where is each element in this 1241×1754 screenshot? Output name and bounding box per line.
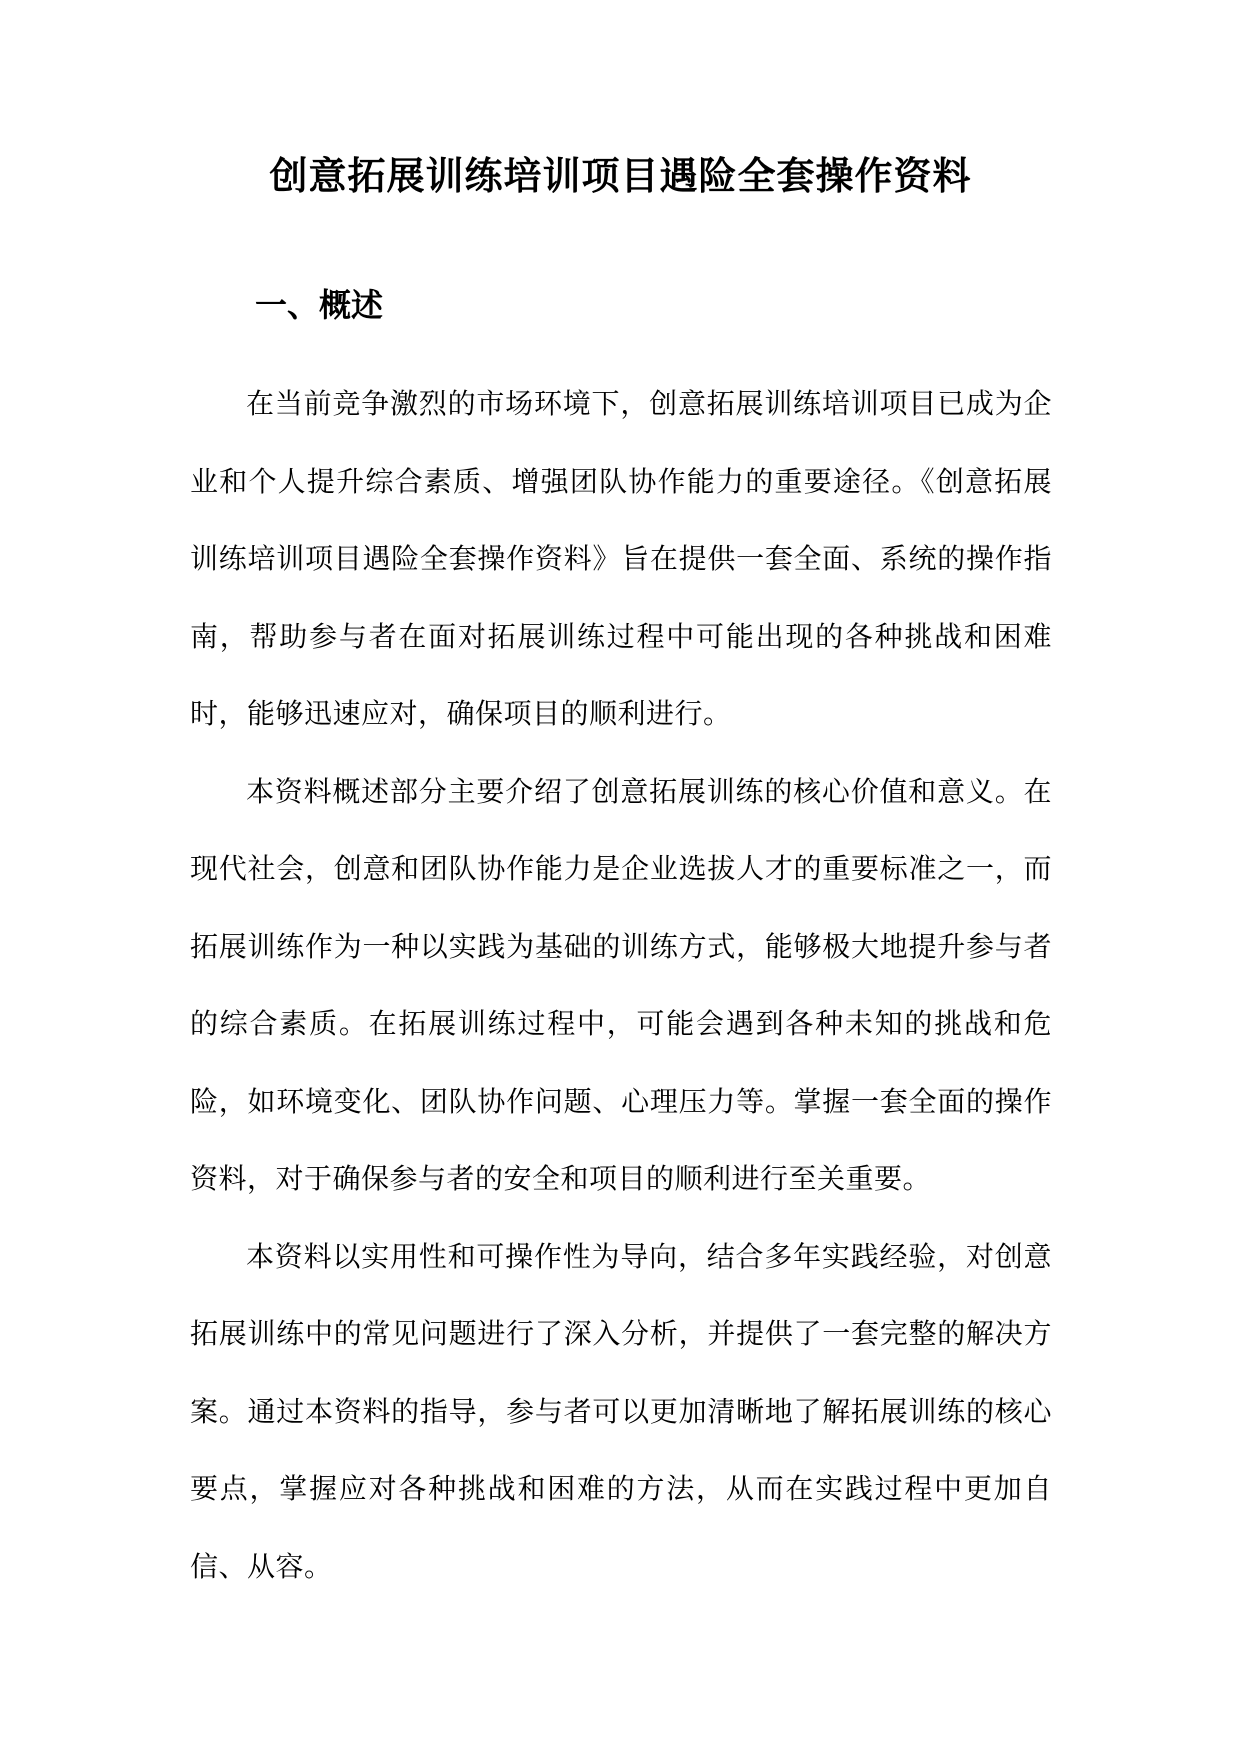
paragraph-1: 在当前竞争激烈的市场环境下，创意拓展训练培训项目已成为企业和个人提升综合素质、增强团队协作能力的重要途径。《创意拓展训练培训项目遇险全套操作资料》旨在提供一套全面、系统的操作指南，帮助参与者在面对拓展训练过程中可能出现的各种挑战和困难时，能够迅速应对，确保项目的顺利进行。 xyxy=(190,387,1052,730)
document-title: 创意拓展训练培训项目遇险全套操作资料 xyxy=(269,154,972,198)
paragraph-2: 本资料概述部分主要介绍了创意拓展训练的核心价值和意义。在现代社会，创意和团队协作能力是企业选拔人才的重要标准之一，而拓展训练作为一种以实践为基础的训练方式，能够极大地提升参与者的综合素质。在拓展训练过程中，可能会遇到各种未知的挑战和危险，如环境变化、团队协作问题、心理压力等。掌握一套全面的操作资料，对于确保参与者的安全和项目的顺利进行至关重要。 xyxy=(190,774,1052,1195)
document-body xyxy=(190,365,1052,1605)
section-heading-overview: 一、概述 xyxy=(255,286,384,324)
paragraph-3: 本资料以实用性和可操作性为导向，结合多年实践经验，对创意拓展训练中的常见问题进行了深入分析，并提供了一套完整的解决方案。通过本资料的指导，参与者可以更加清晰地了解拓展训练的核心要点，掌握应对各种挑战和困难的方法，从而在实践过程中更加自信、从容。 xyxy=(190,1239,1052,1583)
